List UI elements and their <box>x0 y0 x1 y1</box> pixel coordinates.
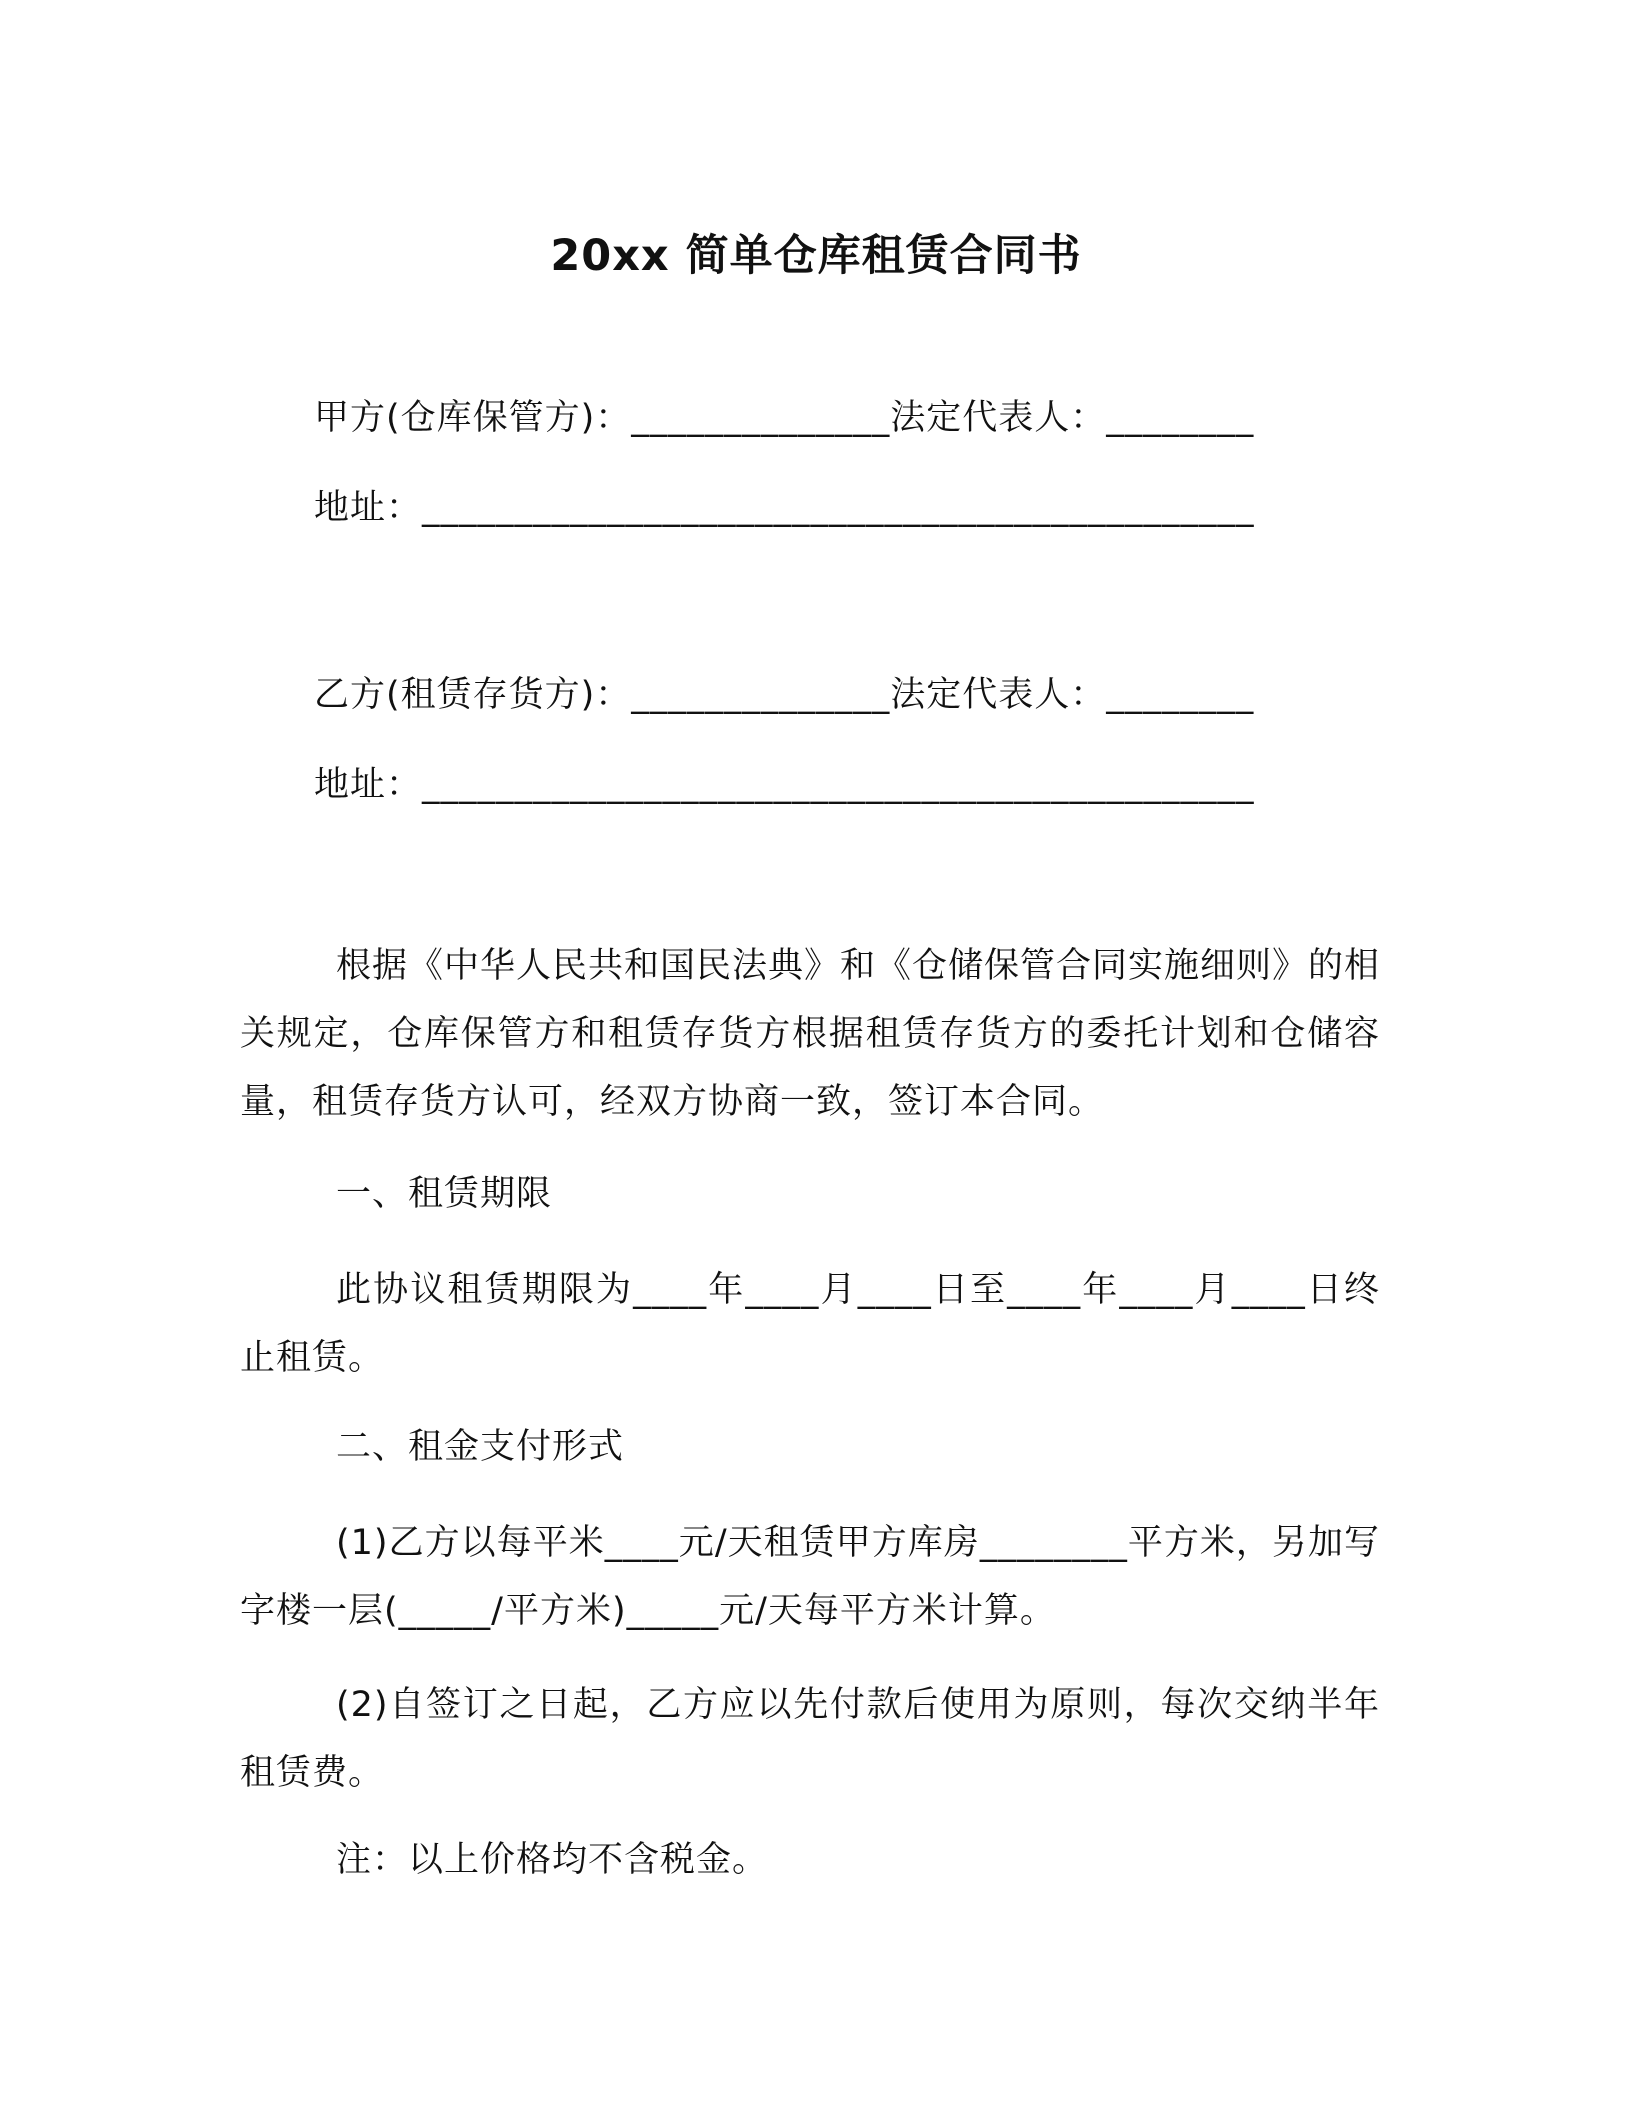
section2-item1: (1)乙方以每平米____元/天租赁甲方库房________平方米，另加写字楼一层(_____/平方米)_____元/天每平方米计算。 <box>240 1523 1380 1631</box>
document-title: 20xx 简单仓库租赁合同书 <box>550 231 1082 281</box>
section2-note: 注：以上价格均不含税金。 <box>336 1840 769 1880</box>
section1-heading: 一、租赁期限 <box>336 1174 553 1214</box>
party-a-address: 地址：_____________________________________________ <box>314 488 1255 528</box>
section1-text: 此协议租赁期限为____年____月____日至____年____月____日终止租赁。 <box>240 1270 1380 1378</box>
section2-item2: (2)自签订之日起，乙方应以先付款后使用为原则，每次交纳半年租赁费。 <box>240 1685 1380 1793</box>
section2-heading: 二、租金支付形式 <box>336 1427 625 1467</box>
intro-paragraph: 根据《中华人民共和国民法典》和《仓储保管合同实施细则》的相关规定，仓库保管方和租赁存货方根据租赁存货方的委托计划和仓储容量，租赁存货方认可，经双方协商一致，签订本合同。 <box>240 946 1381 1122</box>
party-b-address: 地址：_____________________________________________ <box>314 765 1255 805</box>
party-a-line: 甲方(仓库保管方)：______________法定代表人：________ <box>314 398 1255 438</box>
party-b-line: 乙方(租赁存货方)：______________法定代表人：________ <box>314 675 1255 715</box>
